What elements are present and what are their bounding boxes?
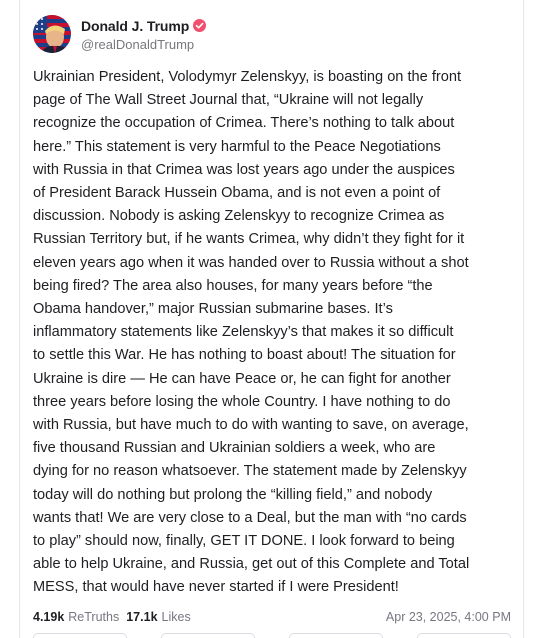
action-bar [33,633,511,638]
post-header [33,13,206,55]
likes-count: 17.1k [126,610,158,624]
likes-stat[interactable] [126,610,190,624]
retruth-button[interactable] [161,633,255,638]
retruths-count: 4.19k [33,610,65,624]
share-button[interactable] [417,633,511,638]
avatar[interactable] [33,15,71,53]
retruths-label: ReTruths [68,610,120,624]
post-card [19,0,524,638]
post-stats [33,608,511,626]
avatar-image [33,15,71,53]
post-body-text: Ukrainian President, Volodymyr Zelenskyy, is boasting on the front page of The Wall Street Journal that, “Ukraine will not legally recognize the occupation of Crimea. There’s nothing to talk about here.” This statement is very harmful to the Peace Negotiations with Russia in that Crimea was lost years ago under the auspices of President Barack Hussein Obama, and is not even a point of discussion. Nobody is asking Zelenskyy to recognize Crimea as Russian Territory but, if he wants Crimea, why didn’t they fight for it eleven years ago when it was handed over to Russia without a shot being fired? The area also houses, for many years before “the Obama handover,” major Russian submarine bases. It’s inflammatory statements like Zelenskyy’s that makes it so difficult to settle this War. He has nothing to boast about! The situation for Ukraine is dire — He can have Peace or, he can fight for another three years before losing the whole Country. I have nothing to do with Russia, but have much to do with wanting to save, on average, five thousand Russian and Ukrainian soldiers a week, who are dying for no reason whatsoever. The statement made by Zelenskyy today will do nothing but prolong the “killing field,” and nobody wants that! We are very close to a Deal, but the man with “no cards to play” should now, finally, GET IT DONE. I look forward to being able to help Ukraine, and Russia, get out of this Complete and Total MESS, that would have never started if I were President! [33,69,470,596]
author-display-name[interactable]: Donald J. Trump [81,17,190,34]
like-button[interactable] [289,633,383,638]
verified-badge-icon [193,19,206,32]
author-handle[interactable]: @realDonaldTrump [81,36,195,52]
author-names [81,17,206,52]
post-timestamp[interactable]: Apr 23, 2025, 4:00 PM [385,610,511,624]
retruths-stat[interactable] [33,610,119,624]
reply-button[interactable] [33,633,127,638]
name-row [81,17,206,35]
likes-label: Likes [161,610,191,624]
